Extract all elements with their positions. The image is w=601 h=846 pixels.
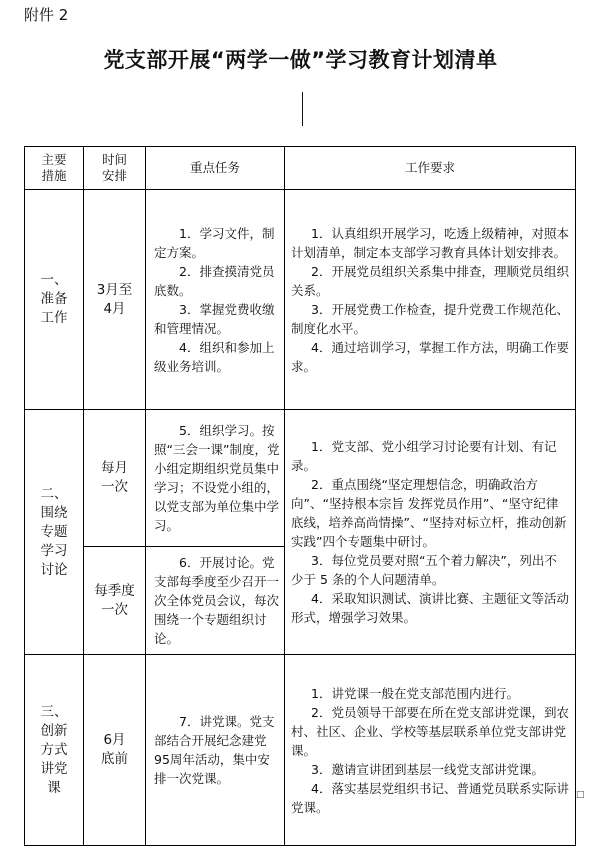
task-cell: 1．学习文件，制定方案。 2．排查摸清党员底数。 3．掌握党费收缴和管理情况。 4．组织和参加上级业务培训。 bbox=[146, 190, 285, 410]
header-row bbox=[25, 147, 576, 190]
header-time: 时间 安排 bbox=[84, 147, 146, 190]
plan-table bbox=[24, 146, 576, 846]
requirement-cell: 1．讲党课一般在党支部范围内进行。 2．党员领导干部要在所在党支部讲党课，到农村、社区、企业、学校等基层联系单位党支部讲党课。 3．邀请宣讲团到基层一线党支部讲党课。 4．落实基层党组织书记、普通党员联系实际讲党课。 bbox=[285, 655, 576, 846]
table-row bbox=[25, 410, 576, 547]
task-cell: 7．讲党课。党支部结合开展纪念建党95周年活动，集中安排一次党课。 bbox=[146, 655, 285, 846]
time-cell: 每季度 一次 bbox=[84, 547, 146, 655]
table-row bbox=[25, 655, 576, 846]
category-cell: 一、 准备 工作 bbox=[25, 190, 84, 410]
time-cell: 6月 底前 bbox=[84, 655, 146, 846]
attachment-label: 附件 2 bbox=[24, 6, 69, 24]
time-cell: 每月 一次 bbox=[84, 410, 146, 547]
header-measure: 主要 措施 bbox=[25, 147, 84, 190]
header-requirement: 工作要求 bbox=[285, 147, 576, 190]
task-cell: 6．开展讨论。党支部每季度至少召开一次全体党员会议，每次围绕一个专题组织讨论。 bbox=[146, 547, 285, 655]
header-task: 重点任务 bbox=[146, 147, 285, 190]
category-cell: 三、 创新 方式 讲党 课 bbox=[25, 655, 84, 846]
end-of-table-mark: □ bbox=[576, 790, 585, 800]
text-cursor bbox=[302, 92, 303, 126]
category-cell: 二、 围绕 专题 学习 讨论 bbox=[25, 410, 84, 655]
task-cell: 5．组织学习。按照“三会一课”制度，党小组定期组织党员集中学习；不设党小组的，以党支部为单位集中学习。 bbox=[146, 410, 285, 547]
document-title: 党支部开展“两学一做”学习教育计划清单 bbox=[103, 48, 498, 72]
requirement-cell: 1．党支部、党小组学习讨论要有计划、有记录。 2．重点围绕“坚定理想信念，明确政治方向”、“坚持根本宗旨 发挥党员作用”、“坚守纪律底线，培养高尚情操”、“坚持对标立杆，推动创新实践”四个专题集中研讨。 3．每位党员要对照“五个着力解决”，列出不少于 5 条的个人问题清单。 4．采取知识测试、演讲比赛、主题征文等活动形式，增强学习效果。 bbox=[285, 410, 576, 655]
time-cell: 3月至 4月 bbox=[84, 190, 146, 410]
table-row bbox=[25, 190, 576, 410]
requirement-cell: 1．认真组织开展学习，吃透上级精神，对照本计划清单，制定本支部学习教育具体计划安排表。 2．开展党员组织关系集中排查，理顺党员组织关系。 3．开展党费工作检查，提升党费工作规范化、制度化水平。 4．通过培训学习，掌握工作方法，明确工作要求。 bbox=[285, 190, 576, 410]
